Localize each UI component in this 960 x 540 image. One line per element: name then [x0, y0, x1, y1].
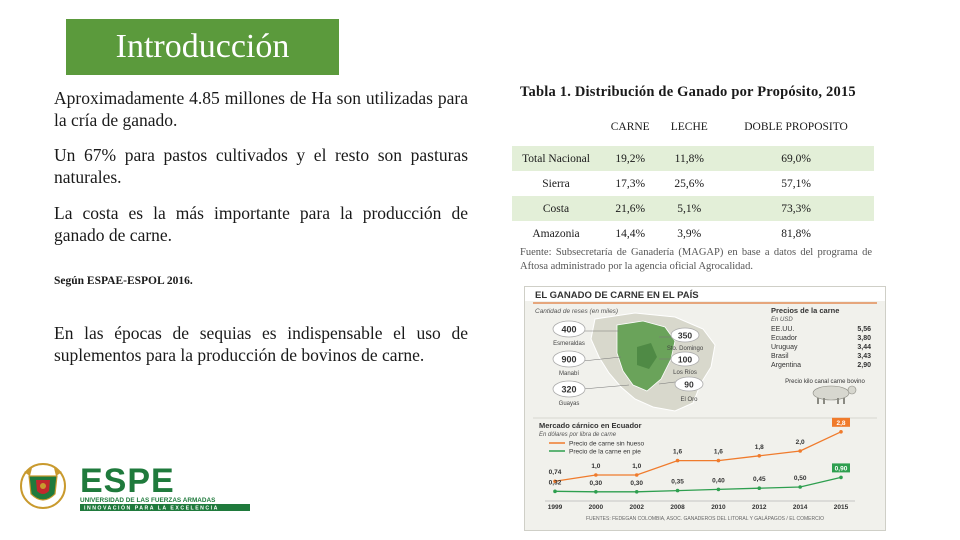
data-label-live: 0,32: [548, 479, 562, 487]
series-point-1: [553, 490, 557, 494]
espe-tagline-1: UNIVERSIDAD DE LAS FUERZAS ARMADAS: [80, 497, 216, 504]
region-value: 400: [561, 324, 577, 335]
data-label-boneless: 2,8: [836, 419, 846, 427]
region-value: 350: [677, 330, 693, 341]
table-title: Tabla 1. Distribución de Ganado por Propósito, 2015: [520, 84, 856, 100]
data-label-boneless: 1,0: [632, 463, 642, 470]
table-row: [512, 146, 874, 171]
series-point-0: [798, 449, 802, 453]
price-value: 3,44: [857, 344, 871, 351]
region-name: El Oro: [680, 397, 698, 403]
cell-carne: 21,6%: [600, 196, 660, 221]
distribution-table: [512, 108, 874, 246]
infographic-footer: FUENTES: FEDEGAN COLOMBIA, ASOC. GANADEROS DEL LITORAL Y GALÁPAGOS / EL COMERCIO: [585, 516, 825, 522]
paragraph-hectares: Aproximadamente 4.85 millones de Ha son utilizadas para la cría de ganado.: [54, 88, 468, 130]
legend-label-live: Precio de la carne en pie: [569, 448, 641, 456]
series-point-1: [757, 486, 761, 490]
region-value: 100: [677, 354, 693, 365]
x-tick-label: 1999: [547, 504, 563, 511]
series-point-0: [839, 430, 843, 434]
chart-title: Mercado cárnico en Ecuador: [539, 421, 642, 430]
title-banner: [66, 19, 339, 75]
series-point-0: [676, 459, 680, 463]
x-tick-label: 2000: [588, 504, 604, 511]
series-point-0: [757, 454, 761, 458]
region-badge-manabi: [553, 351, 585, 377]
cow-icon: [813, 386, 856, 404]
slide-title: Introducción: [115, 28, 290, 65]
price-country: Uruguay: [771, 344, 798, 351]
data-label-boneless: 1,6: [673, 448, 683, 456]
price-country: Ecuador: [771, 335, 798, 342]
series-point-1: [676, 489, 680, 493]
source-note: Según ESPAE-ESPOL 2016.: [54, 275, 193, 287]
cell-doble: 73,3%: [718, 196, 874, 221]
table-row: [512, 196, 874, 221]
row-label: Total Nacional: [512, 146, 600, 171]
infographic-header: EL GANADO DE CARNE EN EL PAÍS: [535, 290, 699, 301]
data-label-boneless: 1,0: [591, 463, 601, 470]
series-point-0: [717, 459, 721, 463]
table-header-blank: [512, 108, 600, 146]
data-label-live: 0,90: [834, 465, 848, 473]
chart-subtitle: En dólares por libra de carne: [539, 432, 617, 438]
price-value: 2,90: [857, 362, 871, 369]
series-point-1: [839, 476, 843, 480]
table-header-leche: LECHE: [670, 121, 708, 133]
price-panel-unit: En USD: [771, 317, 793, 323]
data-label-boneless: 2,0: [795, 439, 805, 446]
espe-wordmark: ESPE: [80, 462, 175, 500]
row-label: Costa: [512, 196, 600, 221]
paragraph-coast: La costa es la más importante para la producción de ganado de carne.: [54, 203, 468, 245]
series-point-0: [594, 473, 598, 477]
region-badge-guayas: [553, 381, 585, 407]
data-label-live: 0,45: [752, 476, 766, 484]
data-label-live: 0,30: [589, 479, 603, 487]
region-name: Manabí: [558, 371, 580, 377]
map-subtitle: Cantidad de reses (en miles): [535, 308, 619, 315]
region-name: Guayas: [558, 401, 580, 407]
cow-label: Precio kilo canal carne bovino: [785, 379, 865, 385]
cell-leche: 11,8%: [660, 146, 718, 171]
price-value: 3,80: [857, 335, 871, 342]
data-label-boneless: 0,74: [548, 469, 562, 477]
series-point-1: [798, 485, 802, 489]
region-name: Esmeraldas: [553, 341, 585, 347]
paragraph-pastures: Un 67% para pastos cultivados y el resto son pasturas naturales.: [54, 145, 468, 187]
series-point-1: [717, 488, 721, 492]
data-label-live: 0,50: [793, 475, 807, 482]
series-point-1: [594, 490, 598, 494]
price-country: EE.UU.: [771, 326, 795, 333]
price-value: 5,56: [857, 326, 871, 333]
price-panel: [771, 306, 871, 404]
cell-doble: 69,0%: [718, 146, 874, 171]
cell-carne: 17,3%: [615, 177, 646, 190]
series-point-0: [635, 473, 639, 477]
region-name: Sto. Domingo: [666, 346, 704, 352]
x-tick-label: 2014: [792, 504, 808, 511]
row-label: Amazonia: [532, 227, 580, 240]
espe-tagline-2: INNOVACIÓN PARA LA EXCELENCIA: [84, 505, 219, 512]
table-header-carne: CARNE: [610, 121, 650, 133]
region-value: 90: [684, 379, 694, 390]
price-panel-title: Precios de la carne: [771, 306, 840, 315]
region-value: 900: [561, 354, 577, 365]
x-tick-label: 2015: [833, 504, 849, 511]
region-badge-esmeraldas: [553, 321, 585, 347]
cell-leche: 5,1%: [660, 196, 718, 221]
chart-legend: [549, 441, 645, 456]
x-tick-label: 2012: [752, 504, 767, 511]
price-country: Argentina: [771, 362, 801, 369]
x-tick-label: 2002: [629, 504, 644, 511]
data-label-live: 0,40: [712, 477, 725, 485]
table-row: [512, 171, 874, 196]
data-label-boneless: 1,6: [713, 448, 723, 456]
data-label-boneless: 1,8: [754, 443, 764, 451]
espe-crest-icon: [21, 464, 65, 508]
x-tick-label: 2008: [670, 504, 685, 511]
espe-logo: [18, 462, 250, 514]
region-name: Los Ríos: [673, 370, 697, 376]
price-value: 3,43: [857, 353, 871, 360]
cell-leche: 25,6%: [674, 177, 705, 190]
table-header-row: [512, 108, 874, 146]
region-value: 320: [561, 384, 577, 395]
cell-leche: 3,9%: [677, 227, 702, 240]
espe-logo-svg: [18, 462, 250, 514]
table-row: [512, 221, 874, 246]
cell-carne: 19,2%: [600, 146, 660, 171]
paragraph-drought: En las épocas de sequias es indispensable el uso de suplementos para la producción de bovinos de carne.: [54, 323, 468, 365]
cell-doble: 57,1%: [781, 177, 811, 190]
infographic-svg: [525, 287, 885, 530]
beef-infographic: [524, 286, 886, 531]
region-badge-los-rios: [671, 352, 699, 376]
cell-carne: 14,4%: [615, 227, 646, 240]
table-source: Fuente: Subsecretaría de Ganadería (MAGAP) en base a datos del programa de Aftosa administrado por la agencia oficial Agrocalidad.: [520, 247, 872, 272]
price-country: Brasil: [771, 353, 789, 360]
data-label-live: 0,30: [630, 479, 644, 487]
series-point-1: [635, 490, 639, 494]
cell-doble: 81,8%: [781, 227, 811, 240]
legend-label-boneless: Precio de carne sin hueso: [569, 440, 645, 448]
table-header-doble: DOBLE PROPOSITO: [744, 121, 848, 133]
x-tick-label: 2010: [711, 504, 726, 511]
row-label: Sierra: [542, 177, 570, 190]
data-label-live: 0,35: [671, 478, 684, 486]
